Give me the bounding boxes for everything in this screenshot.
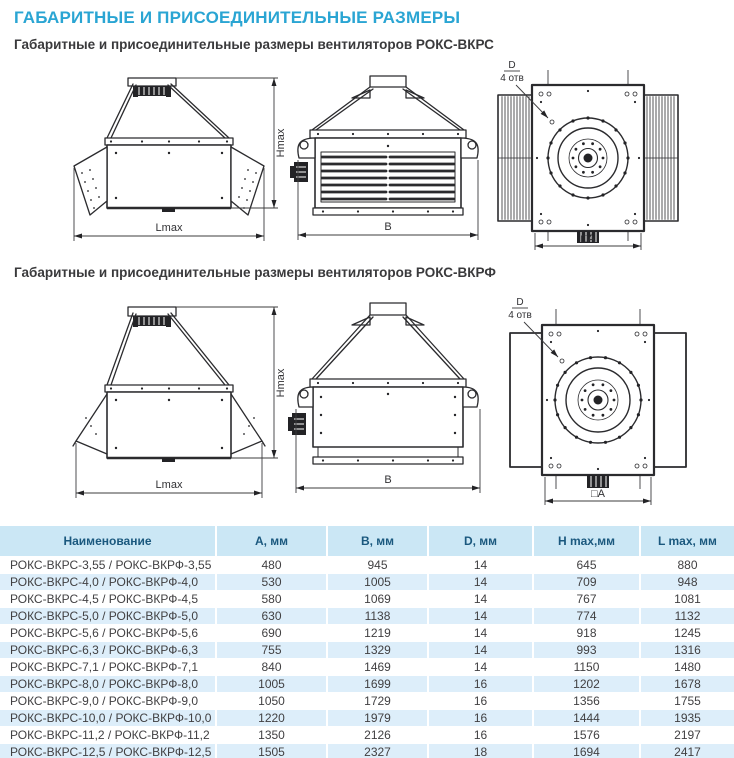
dimension-value-cell: 580 [216, 591, 327, 608]
dimension-value-cell: 18 [428, 744, 533, 758]
dimension-value-cell: 530 [216, 574, 327, 591]
dimension-value-cell: 14 [428, 608, 533, 625]
dimension-value-cell: 2197 [640, 727, 734, 744]
dimension-value-cell: 1138 [327, 608, 428, 625]
louver-flap-right [231, 147, 264, 215]
side-panel-left [510, 333, 542, 467]
table-row [0, 727, 734, 744]
dim-label-lmax: Lmax [155, 479, 183, 491]
dimension-value-cell: 630 [216, 608, 327, 625]
dimension-value-cell: 2126 [327, 727, 428, 744]
dimension-value-cell: 480 [216, 557, 327, 574]
dimension-value-cell: 14 [428, 659, 533, 676]
col-header-lmax: L max, мм [640, 526, 734, 557]
model-name-cell: РОКС-ВКРС-11,2 / РОКС-ВКРФ-11,2 [0, 727, 216, 744]
model-name-cell: РОКС-ВКРС-7,1 / РОКС-ВКРФ-7,1 [0, 659, 216, 676]
dimension-value-cell: 767 [533, 591, 640, 608]
table-row [0, 625, 734, 642]
dimensions-table [0, 526, 734, 758]
dimension-value-cell: 1150 [533, 659, 640, 676]
dimension-value-cell: 14 [428, 591, 533, 608]
section-vkrs-title: Габаритные и присоединительные размеры вентиляторов РОКС-ВКРС [14, 37, 494, 52]
side-louver-panel-right [644, 95, 678, 221]
dimension-value-cell: 1694 [533, 744, 640, 758]
dimension-value-cell: 1220 [216, 710, 327, 727]
table-row [0, 557, 734, 574]
dimension-value-cell: 1469 [327, 659, 428, 676]
dimension-value-cell: 1480 [640, 659, 734, 676]
dimension-value-cell: 840 [216, 659, 327, 676]
support-right [231, 394, 265, 454]
table-row [0, 608, 734, 625]
dimension-value-cell: 16 [428, 693, 533, 710]
louver-flap-left [74, 147, 107, 215]
dimension-value-cell: 14 [428, 574, 533, 591]
dimension-value-cell: 948 [640, 574, 734, 591]
dimension-value-cell: 1356 [533, 693, 640, 710]
col-header-b: В, мм [327, 526, 428, 557]
dimension-value-cell: 1245 [640, 625, 734, 642]
dim-label-holes-count: 4 отв [508, 310, 532, 321]
dim-label-holes-count: 4 отв [500, 73, 524, 84]
dimension-value-cell: 1576 [533, 727, 640, 744]
dimension-value-cell: 1005 [216, 676, 327, 693]
dimension-value-cell: 1069 [327, 591, 428, 608]
col-header-name: Наименование [0, 526, 216, 557]
model-name-cell: РОКС-ВКРС-10,0 / РОКС-ВКРФ-10,0 [0, 710, 216, 727]
side-louver-panel-left [498, 95, 532, 221]
dimension-value-cell: 1699 [327, 676, 428, 693]
table-row [0, 744, 734, 758]
table-row [0, 710, 734, 727]
dimension-value-cell: 1316 [640, 642, 734, 659]
dimension-value-cell: 690 [216, 625, 327, 642]
model-name-cell: РОКС-ВКРС-3,55 / РОКС-ВКРФ-3,55 [0, 557, 216, 574]
model-name-cell: РОКС-ВКРС-12,5 / РОКС-ВКРФ-12,5 [0, 744, 216, 758]
dimension-value-cell: 14 [428, 625, 533, 642]
dimension-value-cell: 14 [428, 557, 533, 574]
dimension-value-cell: 2327 [327, 744, 428, 758]
dimension-value-cell: 16 [428, 727, 533, 744]
section-vkrf-title: Габаритные и присоединительные размеры вентиляторов РОКС-ВКРФ [14, 265, 496, 280]
dimension-value-cell: 16 [428, 710, 533, 727]
model-name-cell: РОКС-ВКРС-4,5 / РОКС-ВКРФ-4,5 [0, 591, 216, 608]
dimension-value-cell: 1755 [640, 693, 734, 710]
dim-label-square-a: □А [591, 488, 605, 500]
dim-label-b: B [384, 474, 392, 486]
model-name-cell: РОКС-ВКРС-9,0 / РОКС-ВКРФ-9,0 [0, 693, 216, 710]
col-header-a: А, мм [216, 526, 327, 557]
support-left [73, 394, 107, 454]
dimension-value-cell: 1979 [327, 710, 428, 727]
drawing-vkrs-top-view [482, 58, 734, 260]
dimension-value-cell: 709 [533, 574, 640, 591]
dimension-value-cell: 645 [533, 557, 640, 574]
dimension-value-cell: 1729 [327, 693, 428, 710]
dimension-value-cell: 14 [428, 642, 533, 659]
side-panel-right [654, 333, 686, 467]
dimension-value-cell: 1050 [216, 693, 327, 710]
dimension-value-cell: 1678 [640, 676, 734, 693]
dimension-value-cell: 1444 [533, 710, 640, 727]
dim-label-hole-d: D [516, 297, 524, 308]
drawing-vkrs-side-view [12, 70, 290, 265]
dimension-value-cell: 1202 [533, 676, 640, 693]
dimension-value-cell: 993 [533, 642, 640, 659]
table-row [0, 676, 734, 693]
dimension-value-cell: 1132 [640, 608, 734, 625]
dim-label-square-a: □А [581, 233, 595, 245]
table-row [0, 642, 734, 659]
model-name-cell: РОКС-ВКРС-5,6 / РОКС-ВКРФ-5,6 [0, 625, 216, 642]
table-body [0, 557, 734, 758]
dim-label-hole-d: D [508, 60, 516, 71]
model-name-cell: РОКС-ВКРС-6,3 / РОКС-ВКРФ-6,3 [0, 642, 216, 659]
dimension-value-cell: 945 [327, 557, 428, 574]
dimension-value-cell: 880 [640, 557, 734, 574]
motor-box [290, 162, 308, 182]
table-row [0, 574, 734, 591]
dim-label-lmax: Lmax [155, 222, 183, 234]
dimension-value-cell: 1005 [327, 574, 428, 591]
drawing-vkrf-top-view [482, 293, 734, 523]
dimension-value-cell: 16 [428, 676, 533, 693]
dimension-value-cell: 1350 [216, 727, 327, 744]
table-header-row [0, 526, 734, 557]
dimension-value-cell: 918 [533, 625, 640, 642]
dimension-value-cell: 1081 [640, 591, 734, 608]
dimension-value-cell: 755 [216, 642, 327, 659]
page-title: ГАБАРИТНЫЕ И ПРИСОЕДИНИТЕЛЬНЫЕ РАЗМЕРЫ [14, 8, 461, 27]
dim-label-hmax: Hmax [275, 368, 287, 398]
junction-box [587, 475, 609, 488]
dimension-value-cell: 1935 [640, 710, 734, 727]
motor-box [288, 413, 306, 435]
table-row [0, 659, 734, 676]
drawing-vkrf-front-view [288, 293, 488, 523]
model-name-cell: РОКС-ВКРС-4,0 / РОКС-ВКРФ-4,0 [0, 574, 216, 591]
dim-label-hmax: Hmax [275, 128, 287, 158]
col-header-d: D, мм [428, 526, 533, 557]
model-name-cell: РОКС-ВКРС-5,0 / РОКС-ВКРФ-5,0 [0, 608, 216, 625]
dimension-value-cell: 1219 [327, 625, 428, 642]
col-header-hmax: H max,мм [533, 526, 640, 557]
dimension-value-cell: 1329 [327, 642, 428, 659]
dim-label-b: B [384, 221, 392, 233]
drawing-vkrf-side-view [12, 293, 290, 523]
table-row [0, 693, 734, 710]
dimension-value-cell: 774 [533, 608, 640, 625]
drawing-vkrs-front-view [288, 70, 488, 265]
dimension-value-cell: 1505 [216, 744, 327, 758]
table-row [0, 591, 734, 608]
dimension-value-cell: 2417 [640, 744, 734, 758]
model-name-cell: РОКС-ВКРС-8,0 / РОКС-ВКРФ-8,0 [0, 676, 216, 693]
